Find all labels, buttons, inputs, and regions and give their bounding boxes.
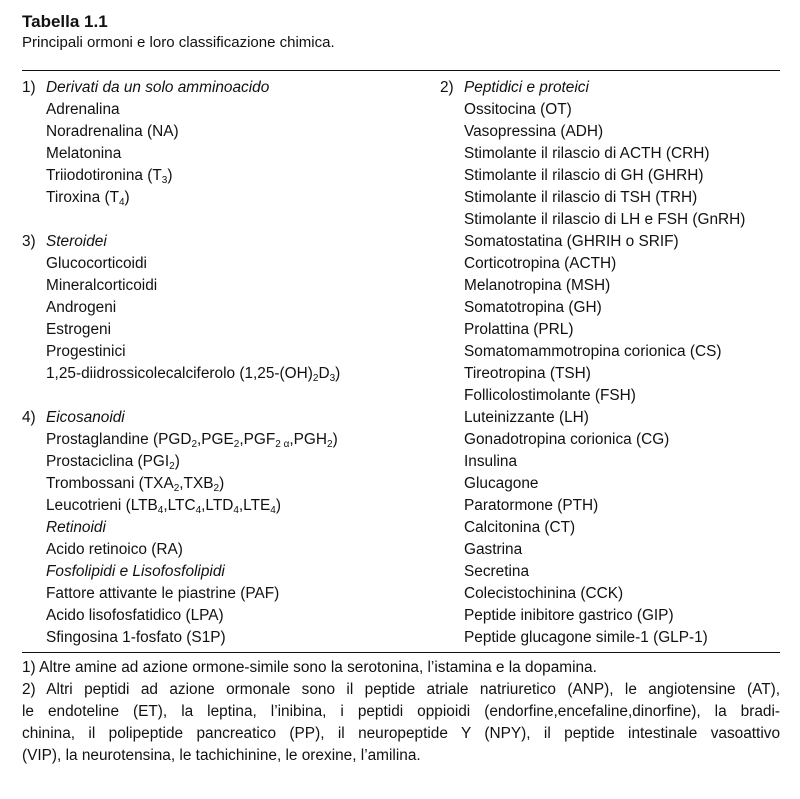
right-item-list — [440, 99, 780, 649]
list-item: Melanotropina (MSH) — [464, 277, 611, 294]
table-body — [22, 71, 780, 652]
footnote-2-line: le endoteline (ET), la leptina, l’inibina, i peptidi oppioidi (endorfine,encefaline,dinorfine), la bradi- — [22, 703, 780, 720]
list-item-trombossani: Trombossani $(TXA_2,TXB_2)$ — [46, 475, 225, 494]
left-column — [22, 77, 440, 649]
list-item: Peptide glucagone simile-1 (GLP-1) — [464, 629, 708, 646]
list-item: Glucocorticoidi — [46, 255, 147, 272]
list-item-prostaciclina: Prostaciclina $(PGI_2)$ — [46, 453, 180, 472]
list-item: Somatostatina (GHRIH o SRIF) — [464, 233, 679, 250]
group-title: Derivati da un solo amminoacido — [46, 79, 270, 96]
group-number: 2) — [440, 79, 454, 96]
list-item: Follicolostimolante (FSH) — [464, 387, 636, 404]
list-item: Fattore attivante le piastrine (PAF) — [46, 585, 280, 602]
list-item-tiroxina: Tiroxina $(T_4)$ — [46, 189, 130, 208]
group-header-steroidei — [22, 231, 440, 253]
group-title: Peptidici e proteici — [464, 79, 589, 96]
list-item: Acido lisofosfatidico (LPA) — [46, 607, 224, 624]
group-header-eicosanoidi — [22, 407, 440, 429]
list-item: Luteinizzante (LH) — [464, 409, 589, 426]
list-item: Peptide inibitore gastrico (GIP) — [464, 607, 674, 624]
footnote-2 — [22, 679, 780, 767]
list-item: Corticotropina (ACTH) — [464, 255, 617, 272]
footnote-2-line: chinina, il polipeptide pancreatico (PP), il neuropeptide Y (NPY), il peptide intestinale vasoattivo — [22, 725, 780, 742]
group-number: 3) — [22, 233, 36, 250]
list-item: Somatotropina (GH) — [464, 299, 602, 316]
subgroup-title-fosfolipidi: Fosfolipidi e Lisofosfolipidi — [46, 563, 225, 580]
list-item-prostaglandine: Prostaglandine $(PGD_2,PGE_2,PGF_{2 \alpha},PGH_2)$ — [46, 431, 338, 450]
list-item-triiodotironina: Triiodotironina $(T_3)$ — [46, 167, 173, 186]
list-item: Calcitonina (CT) — [464, 519, 576, 536]
list-item: Colecistochinina (CCK) — [464, 585, 624, 602]
list-item: Gastrina — [464, 541, 523, 558]
list-item: Stimolante il rilascio di TSH (TRH) — [464, 189, 698, 206]
footnote-2-line: (VIP), la neurotensina, le tachichinine, le orexine, l’amilina. — [22, 747, 421, 764]
list-item: Paratormone (PTH) — [464, 497, 599, 514]
list-item: Gonadotropina corionica (CG) — [464, 431, 670, 448]
group-number: 4) — [22, 409, 36, 426]
table-title: Tabella 1.1 — [22, 12, 108, 31]
list-item: Mineralcorticoidi — [46, 277, 158, 294]
list-item: Stimolante il rilascio di LH e FSH (GnRH) — [464, 211, 746, 228]
table-subtitle: Principali ormoni e loro classificazione chimica. — [22, 34, 335, 51]
footnote-2-line: 2) Altri peptidi ad azione ormonale sono il peptide atriale natriuretico (ANP), le angiotensine (AT), — [22, 681, 780, 698]
list-item: Prolattina (PRL) — [464, 321, 574, 338]
list-item: Somatomammotropina corionica (CS) — [464, 343, 722, 360]
list-item: Adrenalina — [46, 101, 120, 118]
list-item: Glucagone — [464, 475, 539, 492]
list-item: Stimolante il rilascio di GH (GHRH) — [464, 167, 704, 184]
list-item: Stimolante il rilascio di ACTH (CRH) — [464, 145, 710, 162]
footnote-1: 1) Altre amine ad azione ormone-simile sono la serotonina, l’istamina e la dopamina. — [22, 659, 597, 676]
right-column — [440, 77, 780, 649]
list-item-calciferolo: 1,25-diidrossicolecalciferolo $(1,25-(OH)_2D_3)$ — [46, 365, 341, 384]
list-item: Ossitocina (OT) — [464, 101, 572, 118]
group-header-peptidici — [440, 77, 780, 99]
list-item: Insulina — [464, 453, 518, 470]
list-item: Progestinici — [46, 343, 126, 360]
list-item: Melatonina — [46, 145, 122, 162]
list-item: Sfingosina 1-fosfato (S1P) — [46, 629, 226, 646]
list-item: Androgeni — [46, 299, 117, 316]
list-item: Vasopressina (ADH) — [464, 123, 604, 140]
group-title: Eicosanoidi — [46, 409, 125, 426]
list-item: Noradrenalina (NA) — [46, 123, 179, 140]
list-item: Acido retinoico (RA) — [46, 541, 183, 558]
list-item: Estrogeni — [46, 321, 112, 338]
group-number: 1) — [22, 79, 36, 96]
list-item-leucotrieni: Leucotrieni $(LTB_4,LTC_4,LTD_4,LTE_4)$ — [46, 497, 281, 516]
subgroup-title-retinoidi: Retinoidi — [46, 519, 106, 536]
list-item: Secretina — [464, 563, 530, 580]
group-title: Steroidei — [46, 233, 107, 250]
table-page — [22, 12, 780, 767]
list-item: Tireotropina (TSH) — [464, 365, 591, 382]
footnotes — [22, 653, 780, 767]
group-header-amino — [22, 77, 440, 99]
